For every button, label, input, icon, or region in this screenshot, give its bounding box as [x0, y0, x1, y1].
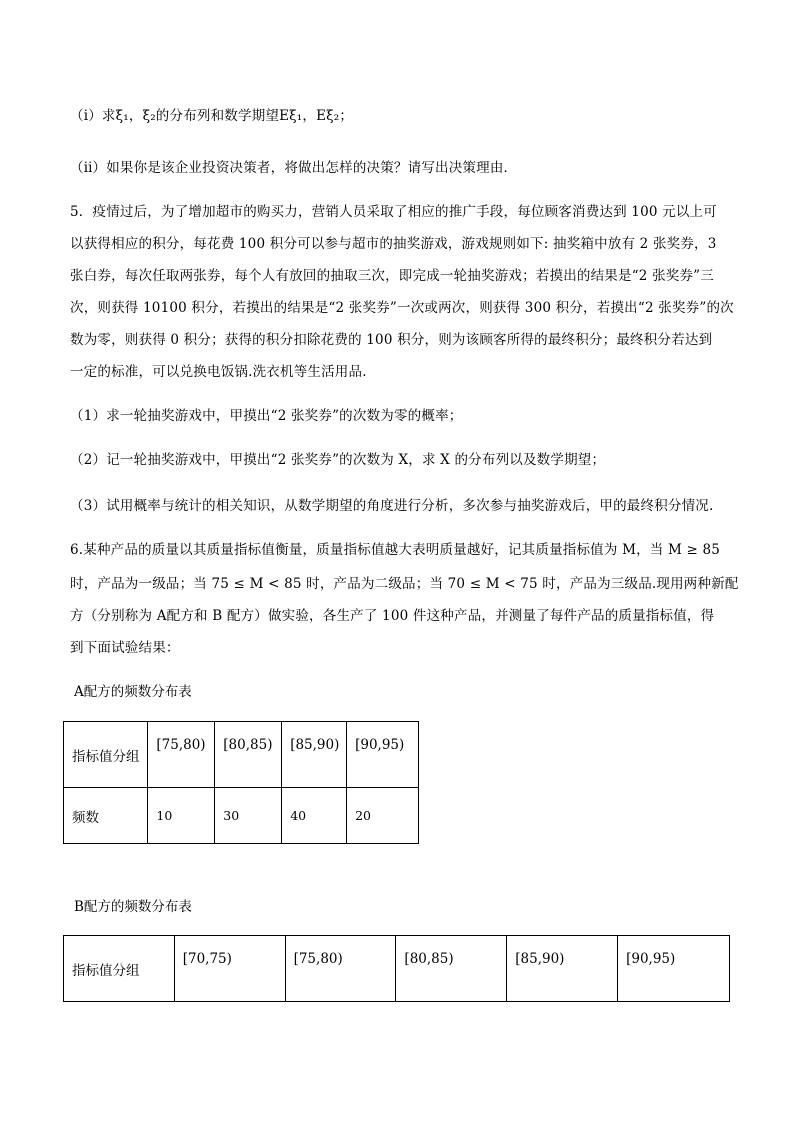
table-a-count: 10 — [148, 788, 215, 844]
table-a-count-row — [64, 788, 419, 844]
q5-line-5: 数为零，则获得 0 积分；获得的积分扣除花费的 100 积分，则为该顾客所得的最终积分；最终积分若达到 — [70, 332, 713, 348]
table-a-header-label: 指标值分组 — [64, 722, 148, 788]
q5-sub-question-2: （2）记一轮抽奖游戏中，甲摸出“2 张奖券”的次数为 X，求 X 的分布列以及数学期望； — [70, 452, 606, 468]
q6-line-3: 方（分别称为 A配方和 B 配方）做实验，各生产了 100 件这种产品，并测量了每件产品的质量指标值，得 — [70, 608, 715, 624]
table-b-interval: [90,95) — [618, 936, 730, 1002]
table-a-row-label: 频数 — [64, 788, 148, 844]
table-b-header-label: 指标值分组 — [64, 936, 175, 1002]
table-a-count: 30 — [215, 788, 282, 844]
table-a-frequency — [63, 721, 419, 844]
q5-line-6: 一定的标准，可以兑换电饭锅.洗衣机等生活用品. — [70, 364, 367, 380]
table-b-header-row — [64, 936, 730, 1002]
q4-part-i: （ⅰ）求ξ₁，ξ₂的分布列和数学期望Eξ₁，Eξ₂； — [70, 108, 354, 124]
q5-line-4: 次，则获得 10100 积分，若摸出的结果是“2 张奖券”一次或两次，则获得 300 积分，若摸出“2 张奖券”的次 — [70, 300, 734, 316]
q5-line-1: 5．疫情过后，为了增加超市的购买力，营销人员采取了相应的推广手段，每位顾客消费达到 100 元以上可 — [70, 204, 717, 220]
q4-part-ii: （ⅱ）如果你是该企业投资决策者，将做出怎样的决策？请写出决策理由． — [70, 160, 518, 176]
table-a-interval: [85,90) — [282, 722, 347, 788]
q6-line-4: 到下面试验结果： — [70, 640, 180, 656]
table-a-header-row — [64, 722, 419, 788]
table-b-interval: [80,85) — [396, 936, 507, 1002]
q6-line-2: 时，产品为一级品；当 75 ≤ M < 85 时，产品为二级品；当 70 ≤ M < 75 时，产品为三级品.现用两种新配 — [70, 576, 739, 592]
table-b-frequency — [63, 935, 730, 1002]
table-a-interval: [75,80) — [148, 722, 215, 788]
q5-line-3: 张白券，每次任取两张券，每个人有放回的抽取三次，即完成一轮抽奖游戏；若摸出的结果是“2 张奖券”三 — [70, 268, 714, 284]
table-a-count: 20 — [347, 788, 419, 844]
table-a-count: 40 — [282, 788, 347, 844]
table-a-caption: A配方的频数分布表 — [74, 684, 192, 700]
table-a-interval: [90,95) — [347, 722, 419, 788]
q5-line-2: 以获得相应的积分，每花费 100 积分可以参与超市的抽奖游戏，游戏规则如下: 抽奖箱中放有 2 张奖券，3 — [70, 236, 717, 252]
q5-sub-question-3: （3）试用概率与统计的相关知识，从数学期望的角度进行分析，多次参与抽奖游戏后，甲的最终积分情况. — [70, 498, 714, 514]
q5-sub-question-1: （1）求一轮抽奖游戏中，甲摸出“2 张奖券”的次数为零的概率； — [70, 408, 463, 424]
table-a-interval: [80,85) — [215, 722, 282, 788]
table-b-interval: [75,80) — [285, 936, 396, 1002]
table-b-caption: B配方的频数分布表 — [74, 899, 192, 915]
table-b-interval: [70,75) — [174, 936, 285, 1002]
q6-line-1: 6.某种产品的质量以其质量指标值衡量，质量指标值越大表明质量越好，记其质量指标值为 M，当 M ≥ 85 — [70, 542, 721, 558]
table-b-interval: [85,90) — [507, 936, 618, 1002]
